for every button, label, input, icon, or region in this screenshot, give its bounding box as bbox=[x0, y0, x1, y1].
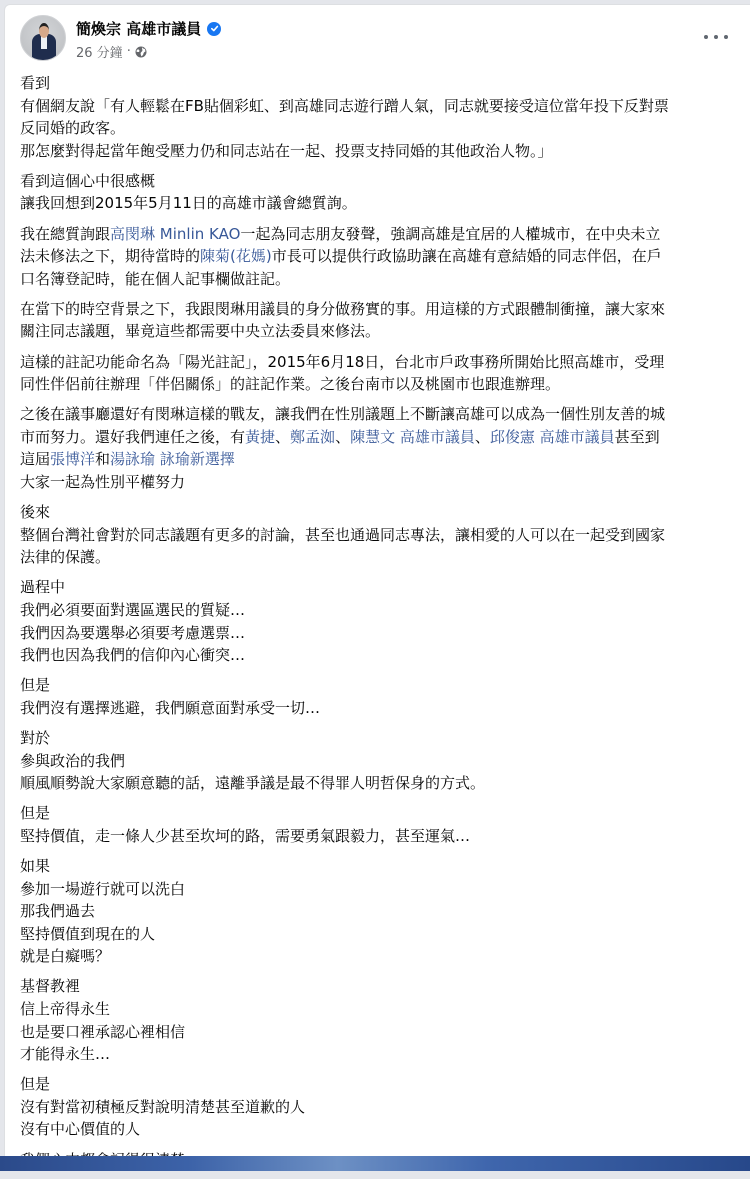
author-name[interactable]: 簡煥宗 高雄市議員 bbox=[76, 20, 202, 38]
post-line bbox=[20, 599, 740, 622]
post-line bbox=[20, 95, 740, 118]
post-line bbox=[20, 223, 740, 246]
post-text: 有個網友說「有人輕鬆在FB貼個彩虹、到高雄同志遊行蹭人氣，同志就要接受這位當年投下反對票 bbox=[20, 96, 669, 115]
more-options-button[interactable] bbox=[704, 29, 728, 45]
post-text: 參加一場遊行就可以洗白 bbox=[20, 879, 186, 898]
verified-badge-icon bbox=[207, 22, 221, 36]
post-line bbox=[20, 975, 740, 998]
post-text: 大家一起為性別平權努力 bbox=[20, 473, 186, 491]
post-text: 堅持價值，走一條人少甚至坎坷的路，需要勇氣跟毅力，甚至運氣… bbox=[20, 826, 471, 845]
post-line bbox=[20, 1021, 740, 1044]
post-text: 也是要口裡承認心裡相信 bbox=[20, 1022, 186, 1041]
mention-link[interactable]: 陳菊(花媽) bbox=[200, 247, 272, 266]
post-text: 信上帝得永生 bbox=[20, 999, 111, 1018]
post-text: 之後在議事廳還好有閔琳這樣的戰友，讓我們在性別議題上不斷讓高雄可以成為一個性別友善的城 bbox=[20, 405, 666, 424]
post-text: 但是 bbox=[20, 804, 51, 823]
post-text: 讓我回想到2015年5月11日的高雄市議會總質詢。 bbox=[20, 194, 357, 213]
post-paragraph bbox=[20, 1073, 740, 1141]
post-paragraph bbox=[20, 170, 740, 215]
post-text: 我在總質詢跟 bbox=[20, 224, 111, 243]
post-paragraph bbox=[20, 855, 740, 968]
post-text: 我們因為要選舉必須要考慮選票… bbox=[20, 623, 246, 642]
mention-link[interactable]: 湯詠瑜 詠瑜新選擇 bbox=[110, 450, 235, 469]
post-line bbox=[20, 546, 740, 569]
post-text: 在當下的時空背景之下，我跟閔琳用議員的身分做務實的事。用這樣的方式跟體制衝撞，讓大家來 bbox=[20, 299, 666, 318]
post-line bbox=[20, 501, 740, 524]
author-row bbox=[76, 18, 221, 39]
post-line bbox=[20, 351, 740, 374]
post-text: 順風順勢說大家願意聽的話，遠離爭議是最不得罪人明哲保身的方式。 bbox=[20, 774, 486, 793]
post-text: 基督教裡 bbox=[20, 977, 81, 996]
next-post-edge bbox=[0, 1156, 750, 1171]
more-horizontal-icon-dot bbox=[714, 35, 718, 39]
post-line bbox=[20, 697, 740, 720]
post-paragraph bbox=[20, 501, 740, 569]
post-text: 後來 bbox=[20, 503, 51, 522]
post-line bbox=[20, 426, 740, 449]
post-text: 整個台灣社會對於同志議題有更多的討論，甚至也通過同志專法，讓相愛的人可以在一起受到國家 bbox=[20, 525, 666, 544]
post-text: 甚至到 bbox=[614, 427, 660, 446]
post-line bbox=[20, 298, 740, 321]
post-line bbox=[20, 923, 740, 946]
post-text: 關注同志議題，畢竟這些都需要中央立法委員來修法。 bbox=[20, 322, 381, 341]
post-text: 我們沒有選擇逃避，我們願意面對承受一切… bbox=[20, 698, 321, 717]
post-card bbox=[4, 4, 750, 1156]
post-text: 這屆 bbox=[20, 450, 51, 469]
post-text: 就是白癡嗎？ bbox=[20, 947, 111, 966]
post-text: 參與政治的我們 bbox=[20, 751, 126, 770]
post-line bbox=[20, 998, 740, 1021]
post-paragraph bbox=[20, 223, 740, 291]
post-body bbox=[20, 72, 740, 1179]
post-text: 、 bbox=[474, 427, 490, 446]
post-line bbox=[20, 1073, 740, 1096]
post-text: 看到這個心中很感概 bbox=[20, 171, 156, 190]
post-line bbox=[20, 727, 740, 750]
mention-link[interactable]: 高閔琳 Minlin KAO bbox=[110, 224, 241, 243]
post-text: 才能得永生… bbox=[20, 1045, 111, 1064]
post-paragraph bbox=[20, 674, 740, 719]
post-line bbox=[20, 1096, 740, 1119]
post-line bbox=[20, 72, 740, 95]
post-text: 但是 bbox=[20, 676, 51, 695]
post-text: 過程中 bbox=[20, 578, 66, 597]
post-line bbox=[20, 117, 740, 140]
post-line bbox=[20, 403, 740, 426]
post-paragraph bbox=[20, 403, 740, 493]
more-horizontal-icon-dot bbox=[704, 35, 708, 39]
post-text: 我們必須要面對選區選民的質疑… bbox=[20, 600, 246, 619]
globe-icon[interactable] bbox=[135, 46, 147, 58]
post-text: 但是 bbox=[20, 1075, 51, 1094]
post-line bbox=[20, 945, 740, 968]
post-header bbox=[5, 5, 750, 65]
mention-link[interactable]: 陳慧文 高雄市議員 bbox=[350, 427, 475, 446]
post-line bbox=[20, 802, 740, 825]
post-text: 沒有對當初積極反對說明清楚甚至道歉的人 bbox=[20, 1097, 306, 1116]
post-text: 反同婚的政客。 bbox=[20, 119, 126, 138]
post-text: 如果 bbox=[20, 856, 51, 875]
post-line bbox=[20, 320, 740, 343]
post-text: 我們也因為我們的信仰內心衝突… bbox=[20, 646, 246, 665]
post-line bbox=[20, 772, 740, 795]
mention-link[interactable]: 黃捷 bbox=[245, 427, 276, 446]
post-text: 法律的保護。 bbox=[20, 548, 111, 567]
post-paragraph bbox=[20, 802, 740, 847]
post-line bbox=[20, 471, 740, 494]
post-timestamp[interactable]: 26 分鐘 bbox=[76, 46, 123, 61]
avatar-head-shape bbox=[39, 23, 49, 38]
mention-link[interactable]: 邱俊憲 高雄市議員 bbox=[489, 427, 615, 446]
mention-link[interactable]: 鄭孟洳 bbox=[290, 427, 336, 446]
post-line bbox=[20, 855, 740, 878]
post-text: 那我們過去 bbox=[20, 902, 96, 921]
post-line bbox=[20, 1043, 740, 1066]
post-text: 市而努力。還好我們連任之後，有 bbox=[20, 427, 246, 446]
post-paragraph bbox=[20, 298, 740, 343]
post-text: 那怎麼對得起當年飽受壓力仍和同志站在一起、投票支持同婚的其他政治人物。」 bbox=[20, 141, 553, 160]
post-line bbox=[20, 448, 740, 471]
more-horizontal-icon-dot bbox=[724, 35, 728, 39]
mention-link[interactable]: 張博洋 bbox=[50, 450, 96, 469]
post-line bbox=[20, 674, 740, 697]
post-paragraph bbox=[20, 975, 740, 1065]
post-text: 對於 bbox=[20, 728, 51, 747]
post-paragraph bbox=[20, 72, 740, 162]
post-line bbox=[20, 140, 740, 163]
post-text: 同性伴侶前往辦理「伴侶關係」的註記作業。之後台南市以及桃園市也跟進辦理。 bbox=[20, 375, 561, 394]
post-text: 口名簿登記時，能在個人記事欄做註記。 bbox=[20, 269, 291, 288]
post-text: 、 bbox=[275, 427, 291, 446]
post-text: 市長可以提供行政協助讓在高雄有意結婚的同志伴侶，在戶 bbox=[271, 247, 662, 266]
post-line bbox=[20, 170, 740, 193]
post-line bbox=[20, 825, 740, 848]
post-text: 看到 bbox=[20, 74, 51, 92]
post-line bbox=[20, 524, 740, 547]
post-text: 、 bbox=[335, 427, 351, 446]
post-line bbox=[20, 268, 740, 291]
post-line bbox=[20, 750, 740, 773]
post-line bbox=[20, 192, 740, 215]
post-line bbox=[20, 576, 740, 599]
post-line bbox=[20, 245, 740, 268]
post-text: 一起為同志朋友發聲，強調高雄是宜居的人權城市，在中央未立 bbox=[240, 224, 661, 243]
meta-separator: · bbox=[126, 44, 131, 59]
post-line bbox=[20, 373, 740, 396]
post-text: 和 bbox=[95, 450, 111, 469]
post-line bbox=[20, 644, 740, 667]
post-meta bbox=[76, 42, 147, 61]
post-text: 法未修法之下，期待當時的 bbox=[20, 247, 201, 266]
post-text: 這樣的註記功能命名為「陽光註記」，2015年6月18日，台北市戶政事務所開始比照高雄市，受理 bbox=[20, 352, 665, 371]
post-text: 堅持價值到現在的人 bbox=[20, 924, 156, 943]
post-paragraph bbox=[20, 576, 740, 666]
post-paragraph bbox=[20, 727, 740, 795]
post-line bbox=[20, 1118, 740, 1141]
post-line bbox=[20, 900, 740, 923]
post-paragraph bbox=[20, 351, 740, 396]
post-line bbox=[20, 622, 740, 645]
post-text: 沒有中心價值的人 bbox=[20, 1120, 141, 1139]
avatar[interactable] bbox=[20, 15, 66, 61]
post-line bbox=[20, 878, 740, 901]
